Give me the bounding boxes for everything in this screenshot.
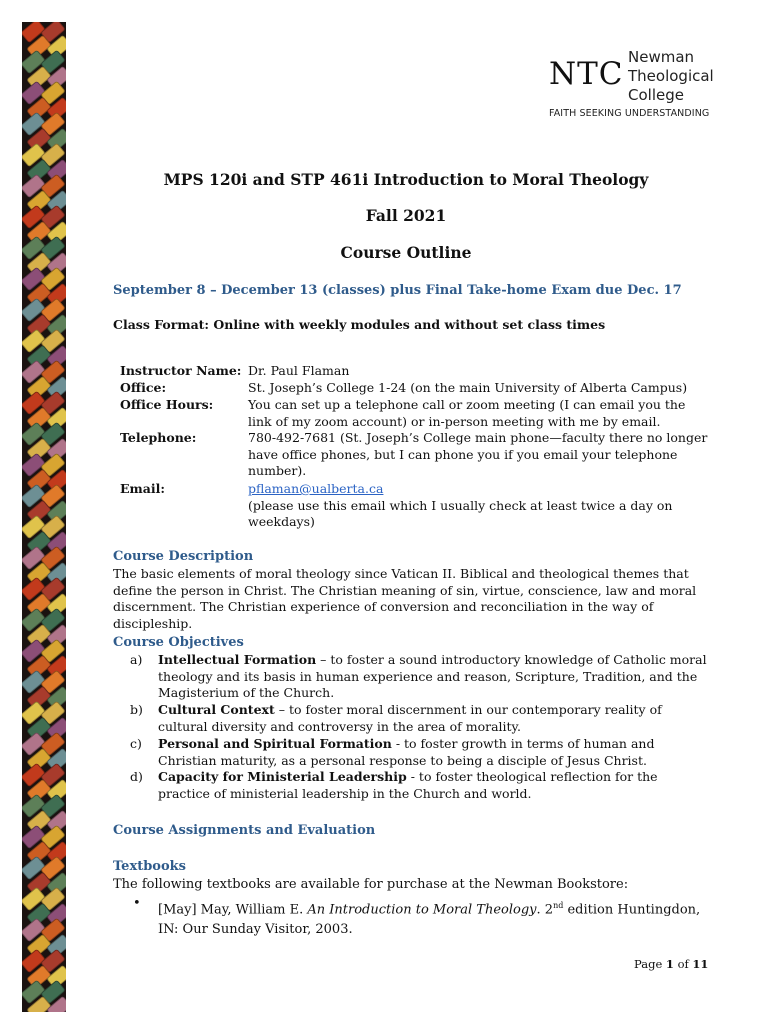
objective-marker: c) (130, 736, 142, 751)
textbooks-intro: The following textbooks are available for purchase at the Newman Bookstore: (113, 877, 629, 892)
objective-item (130, 702, 710, 735)
objective-title: Cultural Context (158, 702, 275, 717)
assignments-heading: Course Assignments and Evaluation (113, 823, 376, 838)
telephone-value: 780-492-7681 (St. Joseph’s College main phone—faculty there no longer have office phones, but I can phone you if you email your telephone number). (248, 430, 708, 479)
objective-marker: b) (130, 702, 143, 717)
objective-item (130, 769, 710, 802)
course-description-text: The basic elements of moral theology since Vatican II. Biblical and theological themes that define the person in Christ. The Christian meaning of sin, virtue, conscience, law and moral discernment. The Christian experience of conversion and reconciliation in the way of discipleship. (113, 566, 697, 632)
objective-text: - to foster growth in terms of human and Christian maturity, as a personal response to being a disciple of Jesus Christ. (158, 736, 655, 768)
objective-title: Intellectual Formation (158, 652, 317, 667)
objective-item (130, 652, 710, 702)
objective-title: Personal and Spiritual Formation (158, 736, 392, 751)
objective-text: – to foster a sound introductory knowledge of Catholic moral theology and its basis in human experience and reason, Scripture, Tradition, and the Magisterium of the Church. (158, 652, 707, 701)
telephone-label: Telephone: (120, 430, 197, 445)
document-title: Course Outline (340, 243, 472, 262)
office-value: St. Joseph’s College 1-24 (on the main University of Alberta Campus) (248, 380, 688, 395)
course-title: MPS 120i and STP 461i Introduction to Moral Theology (163, 170, 649, 189)
office-hours-value: You can set up a telephone call or zoom meeting (I can email you the link of my zoom account) or in-person meeting with me by email. (248, 397, 686, 429)
bullet-icon: • (133, 896, 141, 911)
class-format: Class Format: Online with weekly modules and without set class times (113, 317, 606, 332)
logo-mark: NTC (549, 56, 624, 92)
instructor-name-label: Instructor Name: (120, 363, 242, 378)
objective-marker: d) (130, 769, 143, 784)
course-dates: September 8 – December 13 (classes) plus Final Take-home Exam due Dec. 17 (113, 283, 682, 298)
objective-title: Capacity for Ministerial Leadership (158, 769, 407, 784)
page-number: Page 1 of 11 (634, 957, 709, 971)
course-description-heading: Course Description (113, 549, 254, 564)
email-link[interactable]: pflaman@ualberta.ca (248, 481, 384, 496)
course-objectives-heading: Course Objectives (113, 635, 244, 650)
email-value (248, 481, 708, 531)
objective-text: - to foster theological reflection for the practice of ministerial leadership in the Church and world. (158, 769, 658, 801)
email-note: (please use this email which I usually check at least twice a day on weekdays) (248, 497, 673, 530)
email-label: Email: (120, 481, 165, 496)
objective-text: – to foster moral discernment in our contemporary reality of cultural diversity and controversy in the area of morality. (158, 702, 662, 734)
logo-name: Newman Theological College (628, 48, 714, 104)
decorative-mosaic-strip (22, 22, 66, 1012)
term-title: Fall 2021 (365, 206, 447, 225)
office-hours-label: Office Hours: (120, 397, 214, 412)
objective-item (130, 736, 710, 769)
textbooks-heading: Textbooks (113, 859, 186, 874)
textbook-title: An Introduction to Moral Theology (307, 902, 537, 918)
textbook-item: [May] May, William E. An Introduction to Moral Theology. 2nd edition Huntingdon, IN: Our Sunday Visitor, 2003. (158, 901, 701, 938)
objective-marker: a) (130, 652, 143, 667)
office-label: Office: (120, 380, 167, 395)
instructor-name-value: Dr. Paul Flaman (248, 363, 350, 378)
logo-tagline: FAITH SEEKING UNDERSTANDING (549, 108, 710, 119)
college-logo (547, 46, 722, 124)
